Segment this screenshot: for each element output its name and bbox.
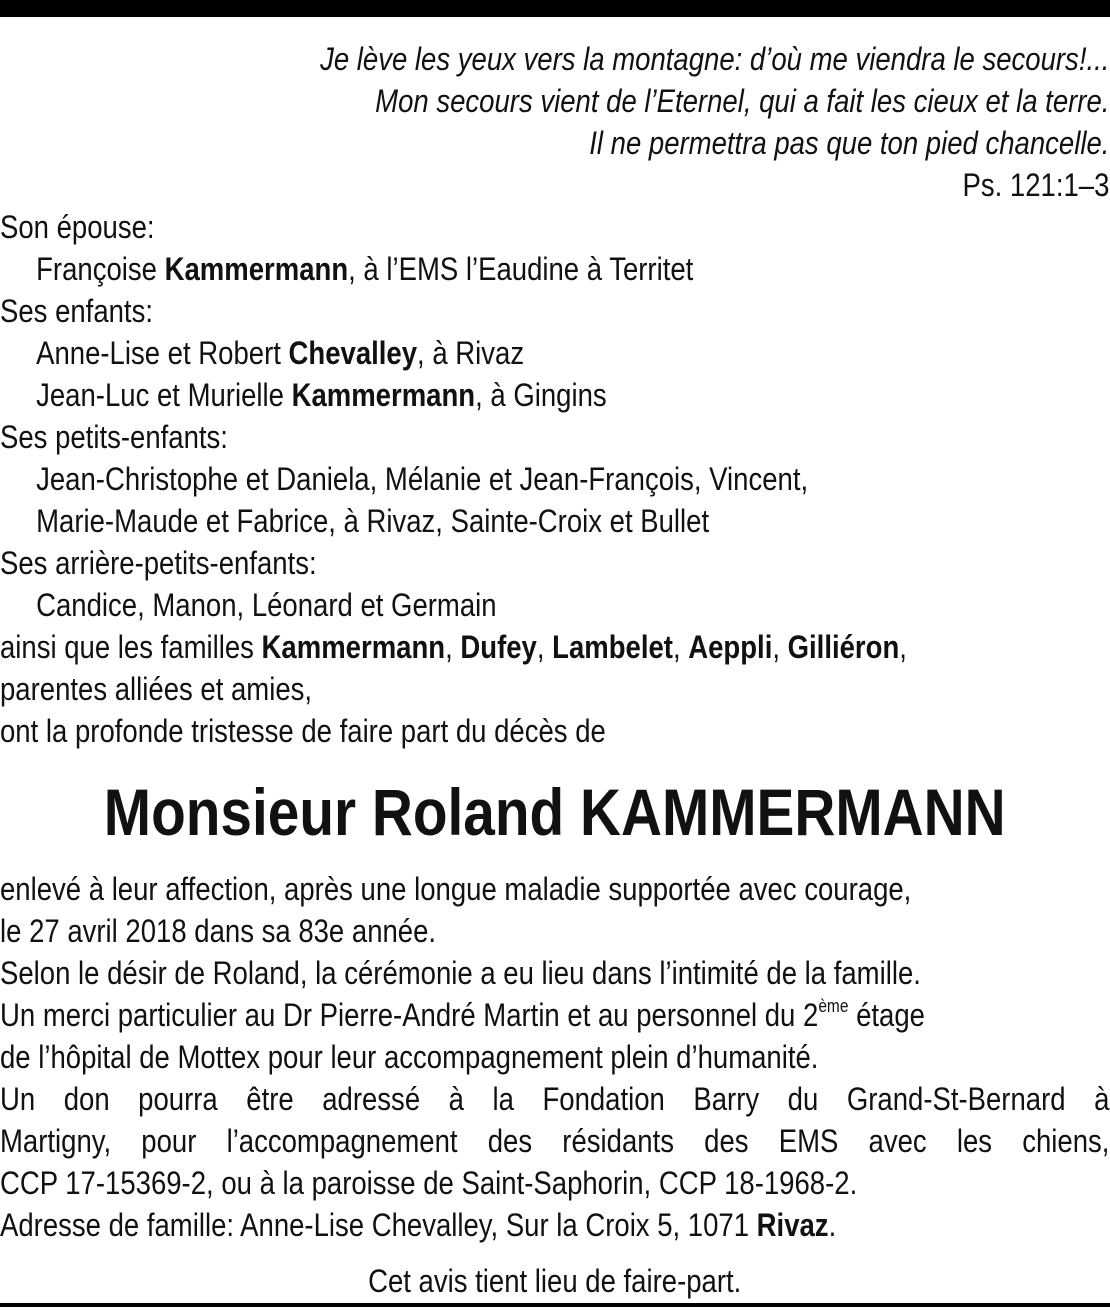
children-label: Ses enfants: xyxy=(0,293,153,329)
child-entry-2 xyxy=(0,374,1109,416)
separator: , xyxy=(672,629,689,665)
families-line xyxy=(0,626,1109,668)
announcement-line: ont la profonde tristesse de faire part du décès de xyxy=(0,713,606,749)
child1-first: Anne-Lise et Robert xyxy=(36,335,289,371)
address-line xyxy=(0,1204,1109,1246)
family-name: Lambelet xyxy=(552,629,673,665)
body-line-7: Martigny, pour l’accompagnement des résidants des EMS avec les chiens, xyxy=(0,1123,1110,1159)
spouse-last: Kammermann xyxy=(164,251,349,287)
child2-rest: , à Gingins xyxy=(475,377,607,413)
grandchildren-line-2: Marie-Maude et Fabrice, à Rivaz, Sainte-Croix et Bullet xyxy=(36,503,710,539)
psalm-reference: Ps. 121:1–3 xyxy=(962,167,1110,203)
family-name: Kammermann xyxy=(261,629,446,665)
body-line-4-a: Un merci particulier au Dr Pierre-André Martin et au personnel du 2 xyxy=(0,997,819,1033)
address-end: . xyxy=(828,1207,837,1243)
relatives-line: parentes alliées et amies, xyxy=(0,671,313,707)
body-line-5: de l’hôpital de Mottex pour leur accompagnement plein d’humanité. xyxy=(0,1039,819,1075)
body-line-2: le 27 avril 2018 dans sa 83e année. xyxy=(0,913,437,949)
body-line-8: CCP 17-15369-2, ou à la paroisse de Saint-Saphorin, CCP 18-1968-2. xyxy=(0,1165,858,1201)
child-entry-1 xyxy=(0,332,1109,374)
address-prefix: Adresse de famille: Anne-Lise Chevalley, Sur la Croix 5, 1071 xyxy=(0,1207,757,1243)
address-town: Rivaz xyxy=(756,1207,829,1243)
family-name: Aeppli xyxy=(688,629,773,665)
child1-rest: , à Rivaz xyxy=(417,335,525,371)
body-line-4 xyxy=(0,994,1109,1036)
superscript-eme: ème xyxy=(818,996,849,1016)
body-line-3: Selon le désir de Roland, la cérémonie a eu lieu dans l’intimité de la famille. xyxy=(0,955,921,991)
bottom-rule xyxy=(0,1303,1110,1307)
psalm-quote xyxy=(0,38,1109,206)
family-name: Dufey xyxy=(460,629,537,665)
families-end: , xyxy=(899,629,907,665)
psalm-line-1: Je lève les yeux vers la montagne: d’où me viendra le secours!... xyxy=(320,41,1110,77)
spouse-entry xyxy=(0,248,1109,290)
families-intro: ainsi que les familles xyxy=(0,629,262,665)
grandchildren-label: Ses petits-enfants: xyxy=(0,419,228,455)
great-grandchildren-label: Ses arrière-petits-enfants: xyxy=(0,545,317,581)
psalm-line-3: Il ne permettra pas que ton pied chancelle. xyxy=(589,125,1110,161)
separator: , xyxy=(772,629,788,665)
body-line-4-b: étage xyxy=(848,997,925,1033)
separator: , xyxy=(445,629,461,665)
spouse-label: Son épouse: xyxy=(0,209,155,245)
child2-first: Jean-Luc et Murielle xyxy=(36,377,292,413)
closing-note: Cet avis tient lieu de faire-part. xyxy=(368,1263,742,1299)
spouse-first: Françoise xyxy=(36,251,165,287)
child1-last: Chevalley xyxy=(288,335,418,371)
spouse-rest: , à l’EMS l’Eaudine à Territet xyxy=(348,251,694,287)
great-grandchildren-line: Candice, Manon, Léonard et Germain xyxy=(36,587,497,623)
child2-last: Kammermann xyxy=(291,377,476,413)
obituary-notice xyxy=(0,38,1109,1302)
top-rule xyxy=(0,0,1110,17)
deceased-name: Monsieur Roland KAMMERMANN xyxy=(103,775,1006,849)
family-name: Gilliéron xyxy=(787,629,900,665)
grandchildren-line-1: Jean-Christophe et Daniela, Mélanie et Jean-François, Vincent, xyxy=(36,461,809,497)
body-line-1: enlevé à leur affection, après une longue maladie supportée avec courage, xyxy=(0,871,912,907)
body-line-6: Un don pourra être adressé à la Fondation Barry du Grand-St-Bernard à xyxy=(0,1081,1110,1117)
psalm-line-2: Mon secours vient de l’Eternel, qui a fait les cieux et la terre. xyxy=(375,83,1110,119)
separator: , xyxy=(536,629,553,665)
